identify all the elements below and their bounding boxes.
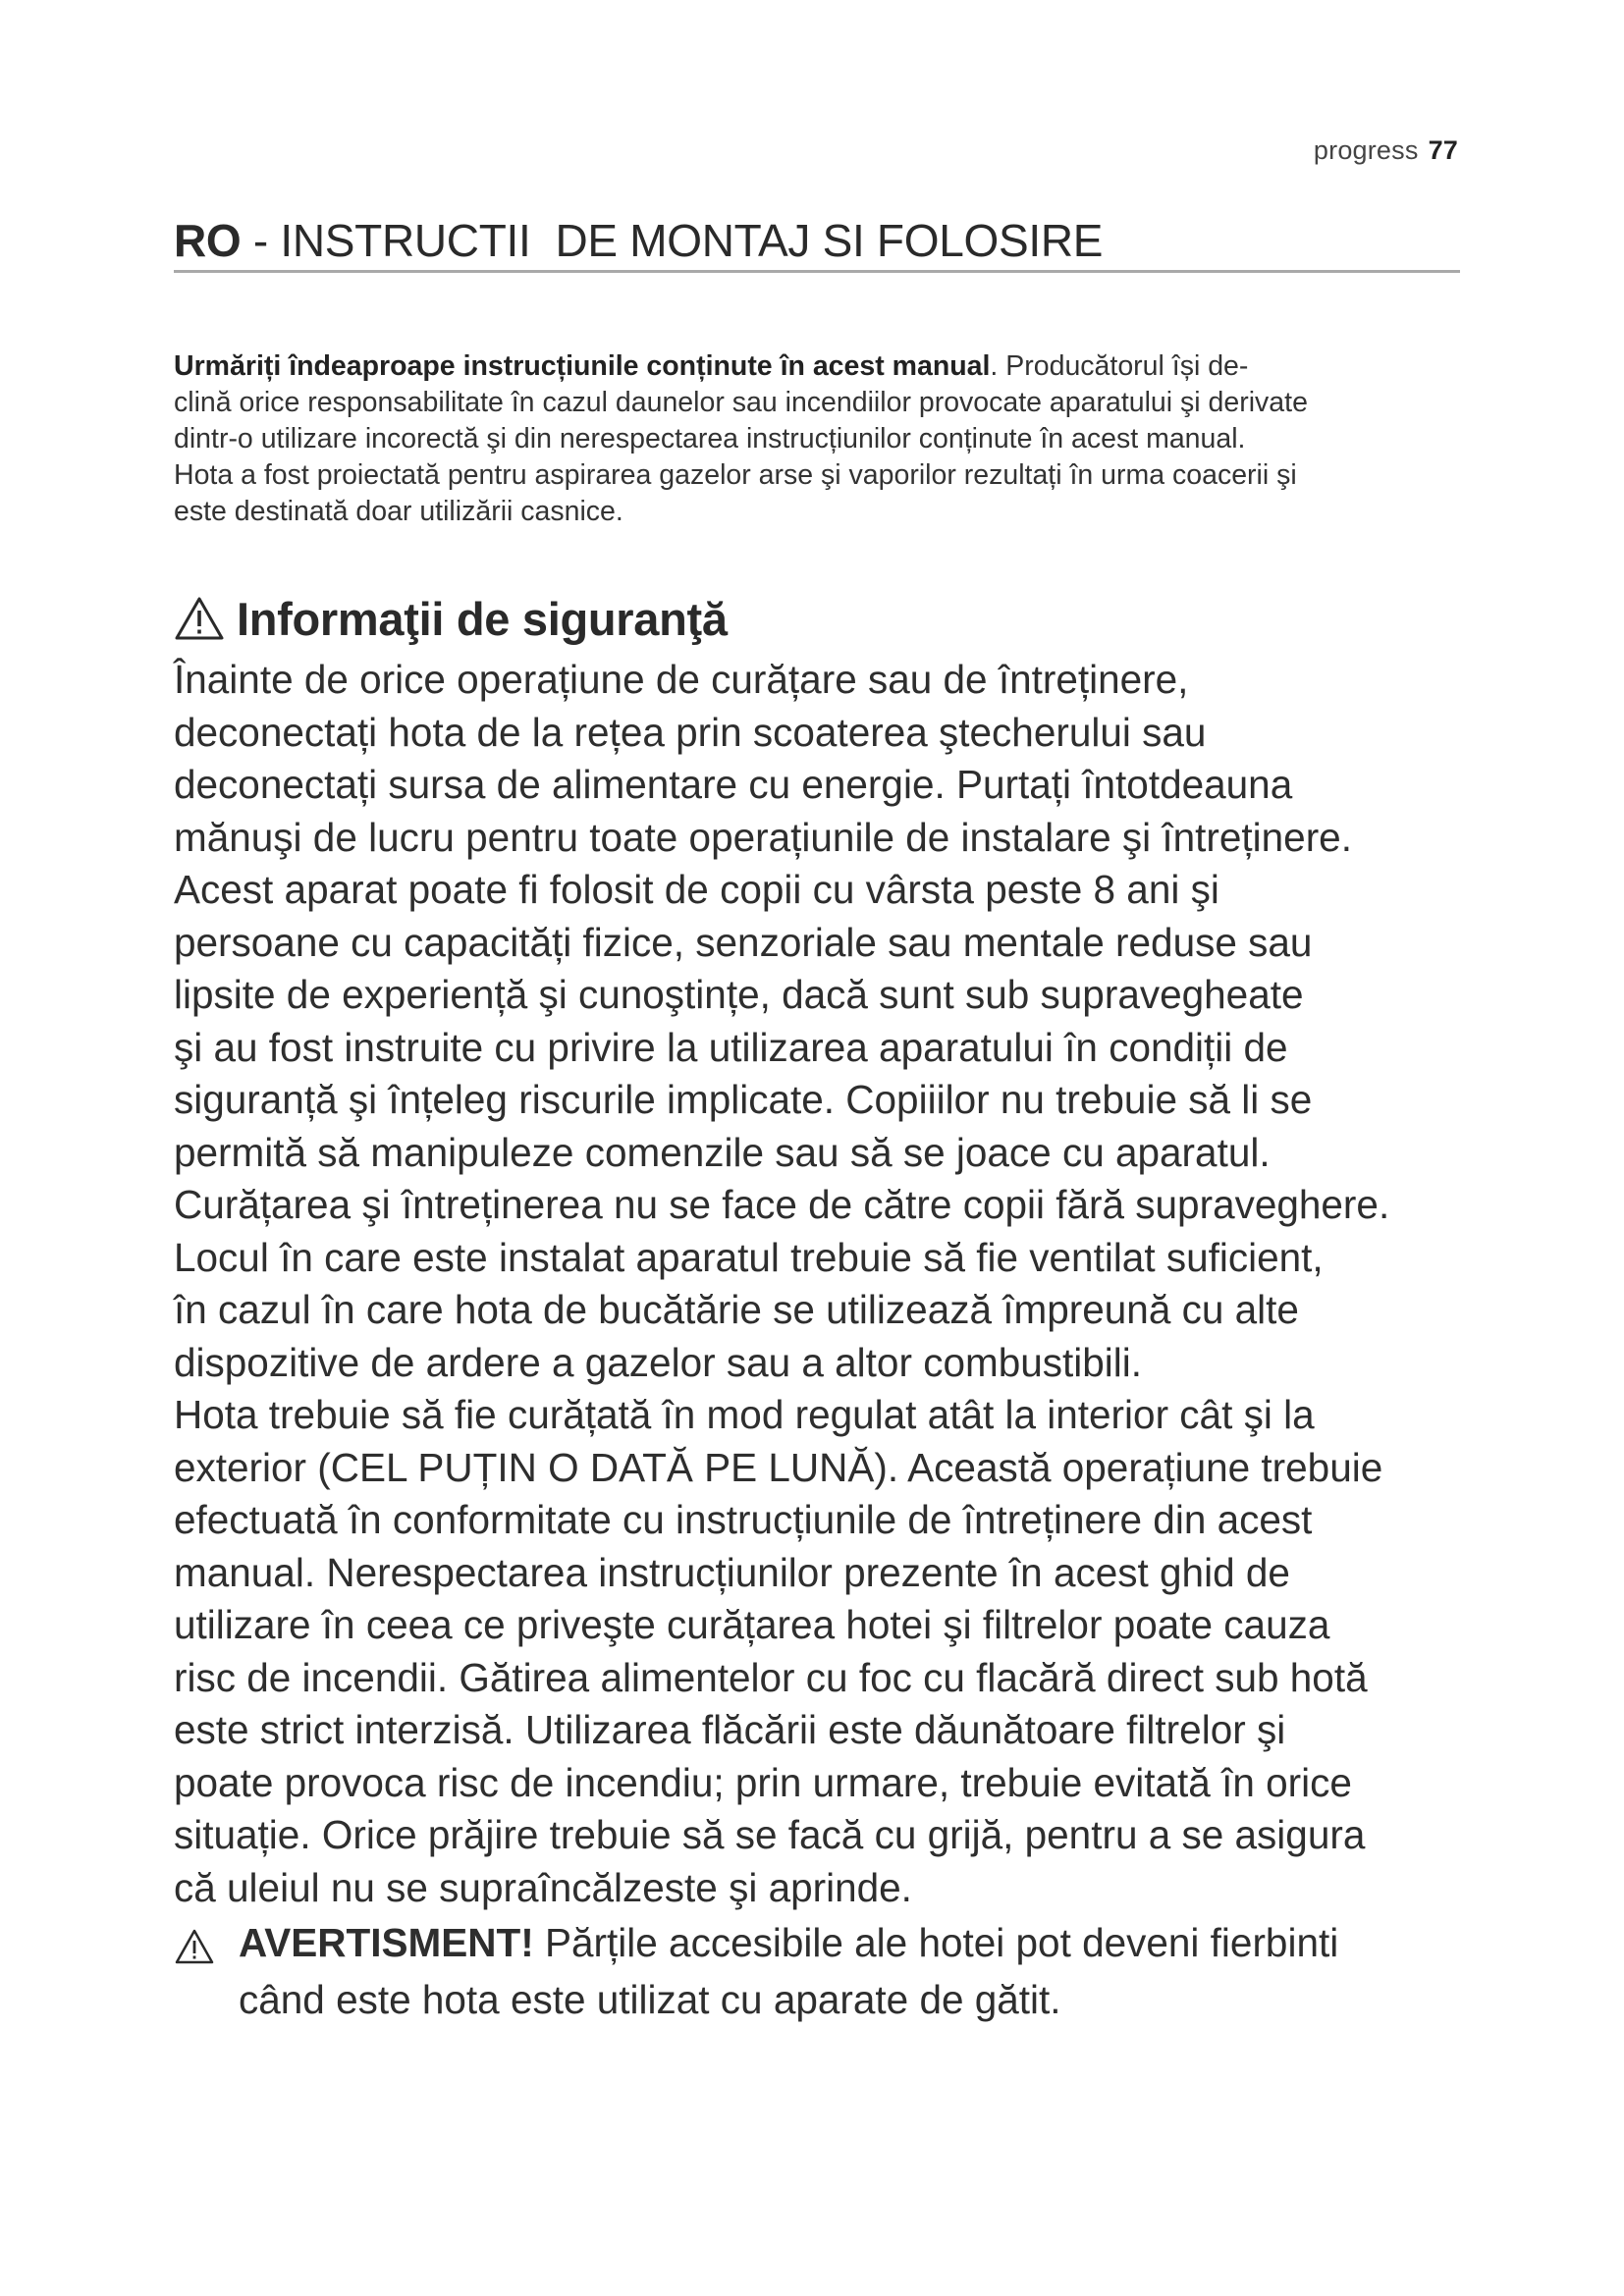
safety-line: efectuată în conformitate cu instrucțiunile de întreținere din acest — [174, 1497, 1313, 1542]
warning-line: când este hota este utilizat cu aparate de gătit. — [239, 1977, 1061, 2022]
intro-paragraph — [174, 348, 1480, 530]
safety-line: lipsite de experiență şi cunoştințe, dacă sunt sub supravegheate — [174, 972, 1304, 1017]
page-title-text: - INSTRUCTII DE MONTAJ SI FOLOSIRE — [241, 215, 1104, 266]
intro-line-rest: . Producătorul își de- — [990, 350, 1249, 382]
intro-line: clină orice responsabilitate în cazul daunelor sau incendiilor provocate aparatului şi derivate — [174, 387, 1308, 418]
safety-line: că uleiul nu se supraîncălzeste şi aprinde. — [174, 1864, 912, 1910]
safety-line: Acest aparat poate fi folosit de copii cu vârsta peste 8 ani şi — [174, 867, 1219, 912]
warning-label: AVERTISMENT! — [239, 1920, 534, 1965]
intro-bold-lead: Urmăriți îndeaproape instrucțiunile conținute în acest manual — [174, 350, 991, 382]
warning-triangle-icon — [174, 1928, 215, 1965]
safety-line: Hota trebuie să fie curățată în mod regulat atât la interior cât şi la — [174, 1392, 1315, 1437]
safety-heading — [174, 589, 728, 648]
safety-line: dispozitive de ardere a gazelor sau a altor combustibili. — [174, 1339, 1143, 1385]
safety-line: Locul în care este instalat aparatul trebuie să fie ventilat suficient, — [174, 1234, 1324, 1280]
safety-line: risc de incendii. Gătirea alimentelor cu foc cu flacără direct sub hotă — [174, 1654, 1368, 1700]
page-title — [174, 214, 1103, 267]
brand-name: progress — [1313, 135, 1419, 165]
safety-line: este strict interzisă. Utilizarea flăcării este dăunătoare filtrelor şi — [174, 1707, 1286, 1752]
safety-line: persoane cu capacități fizice, senzoriale sau mentale reduse sau — [174, 919, 1313, 965]
safety-line: Curățarea şi întreținerea nu se face de către copii fără supraveghere. — [174, 1182, 1390, 1227]
safety-line: manual. Nerespectarea instrucțiunilor prezente în acest ghid de — [174, 1549, 1290, 1595]
page-header — [1314, 135, 1458, 166]
safety-line: permită să manipuleze comenzile sau să se joace cu aparatul. — [174, 1129, 1271, 1175]
safety-line: deconectați sursa de alimentare cu energie. Purtați întotdeauna — [174, 762, 1293, 807]
warning-notice — [174, 1914, 1489, 2028]
safety-line: deconectați hota de la rețea prin scoaterea ştecherului sau — [174, 709, 1207, 755]
safety-line: situație. Orice prăjire trebuie să se facă cu grijă, pentru a se asigura — [174, 1812, 1366, 1857]
safety-line: exterior (CEL PUȚIN O DATĂ PE LUNĂ). Această operațiune trebuie — [174, 1444, 1383, 1490]
safety-line: utilizare în ceea ce priveşte curățarea hotei şi filtrelor poate cauza — [174, 1602, 1330, 1647]
page-number: 77 — [1428, 135, 1458, 165]
safety-line: siguranță şi înțeleg riscurile implicate. Copiiilor nu trebuie să li se — [174, 1077, 1313, 1122]
warning-triangle-icon — [174, 595, 225, 642]
safety-line: Înainte de orice operațiune de curățare sau de întreținere, — [174, 657, 1189, 702]
intro-line: dintr-o utilizare incorectă şi din nerespectarea instrucțiunilor conținute în acest manual. — [174, 423, 1246, 454]
language-code: RO — [174, 215, 242, 266]
title-divider — [174, 270, 1460, 273]
intro-line: Hota a fost proiectată pentru aspirarea gazelor arse şi vaporilor rezultați în urma coacerii şi — [174, 459, 1297, 491]
safety-heading-text: Informaţii de siguranţă — [237, 592, 728, 645]
warning-line — [174, 1914, 1489, 1971]
warning-text: Părțile accesibile ale hotei pot deveni fierbinti — [533, 1920, 1339, 1965]
intro-line: este destinată doar utilizării casnice. — [174, 496, 623, 527]
intro-line — [174, 348, 1480, 385]
safety-line: poate provoca risc de incendiu; prin urmare, trebuie evitată în orice — [174, 1759, 1352, 1805]
safety-line: în cazul în care hota de bucătărie se utilizează împreună cu alte — [174, 1287, 1299, 1332]
safety-line: mănuşi de lucru pentru toate operațiunile de instalare şi întreținere. — [174, 814, 1352, 860]
safety-body — [174, 654, 1489, 1914]
safety-line: şi au fost instruite cu privire la utilizarea aparatului în condiții de — [174, 1024, 1288, 1070]
